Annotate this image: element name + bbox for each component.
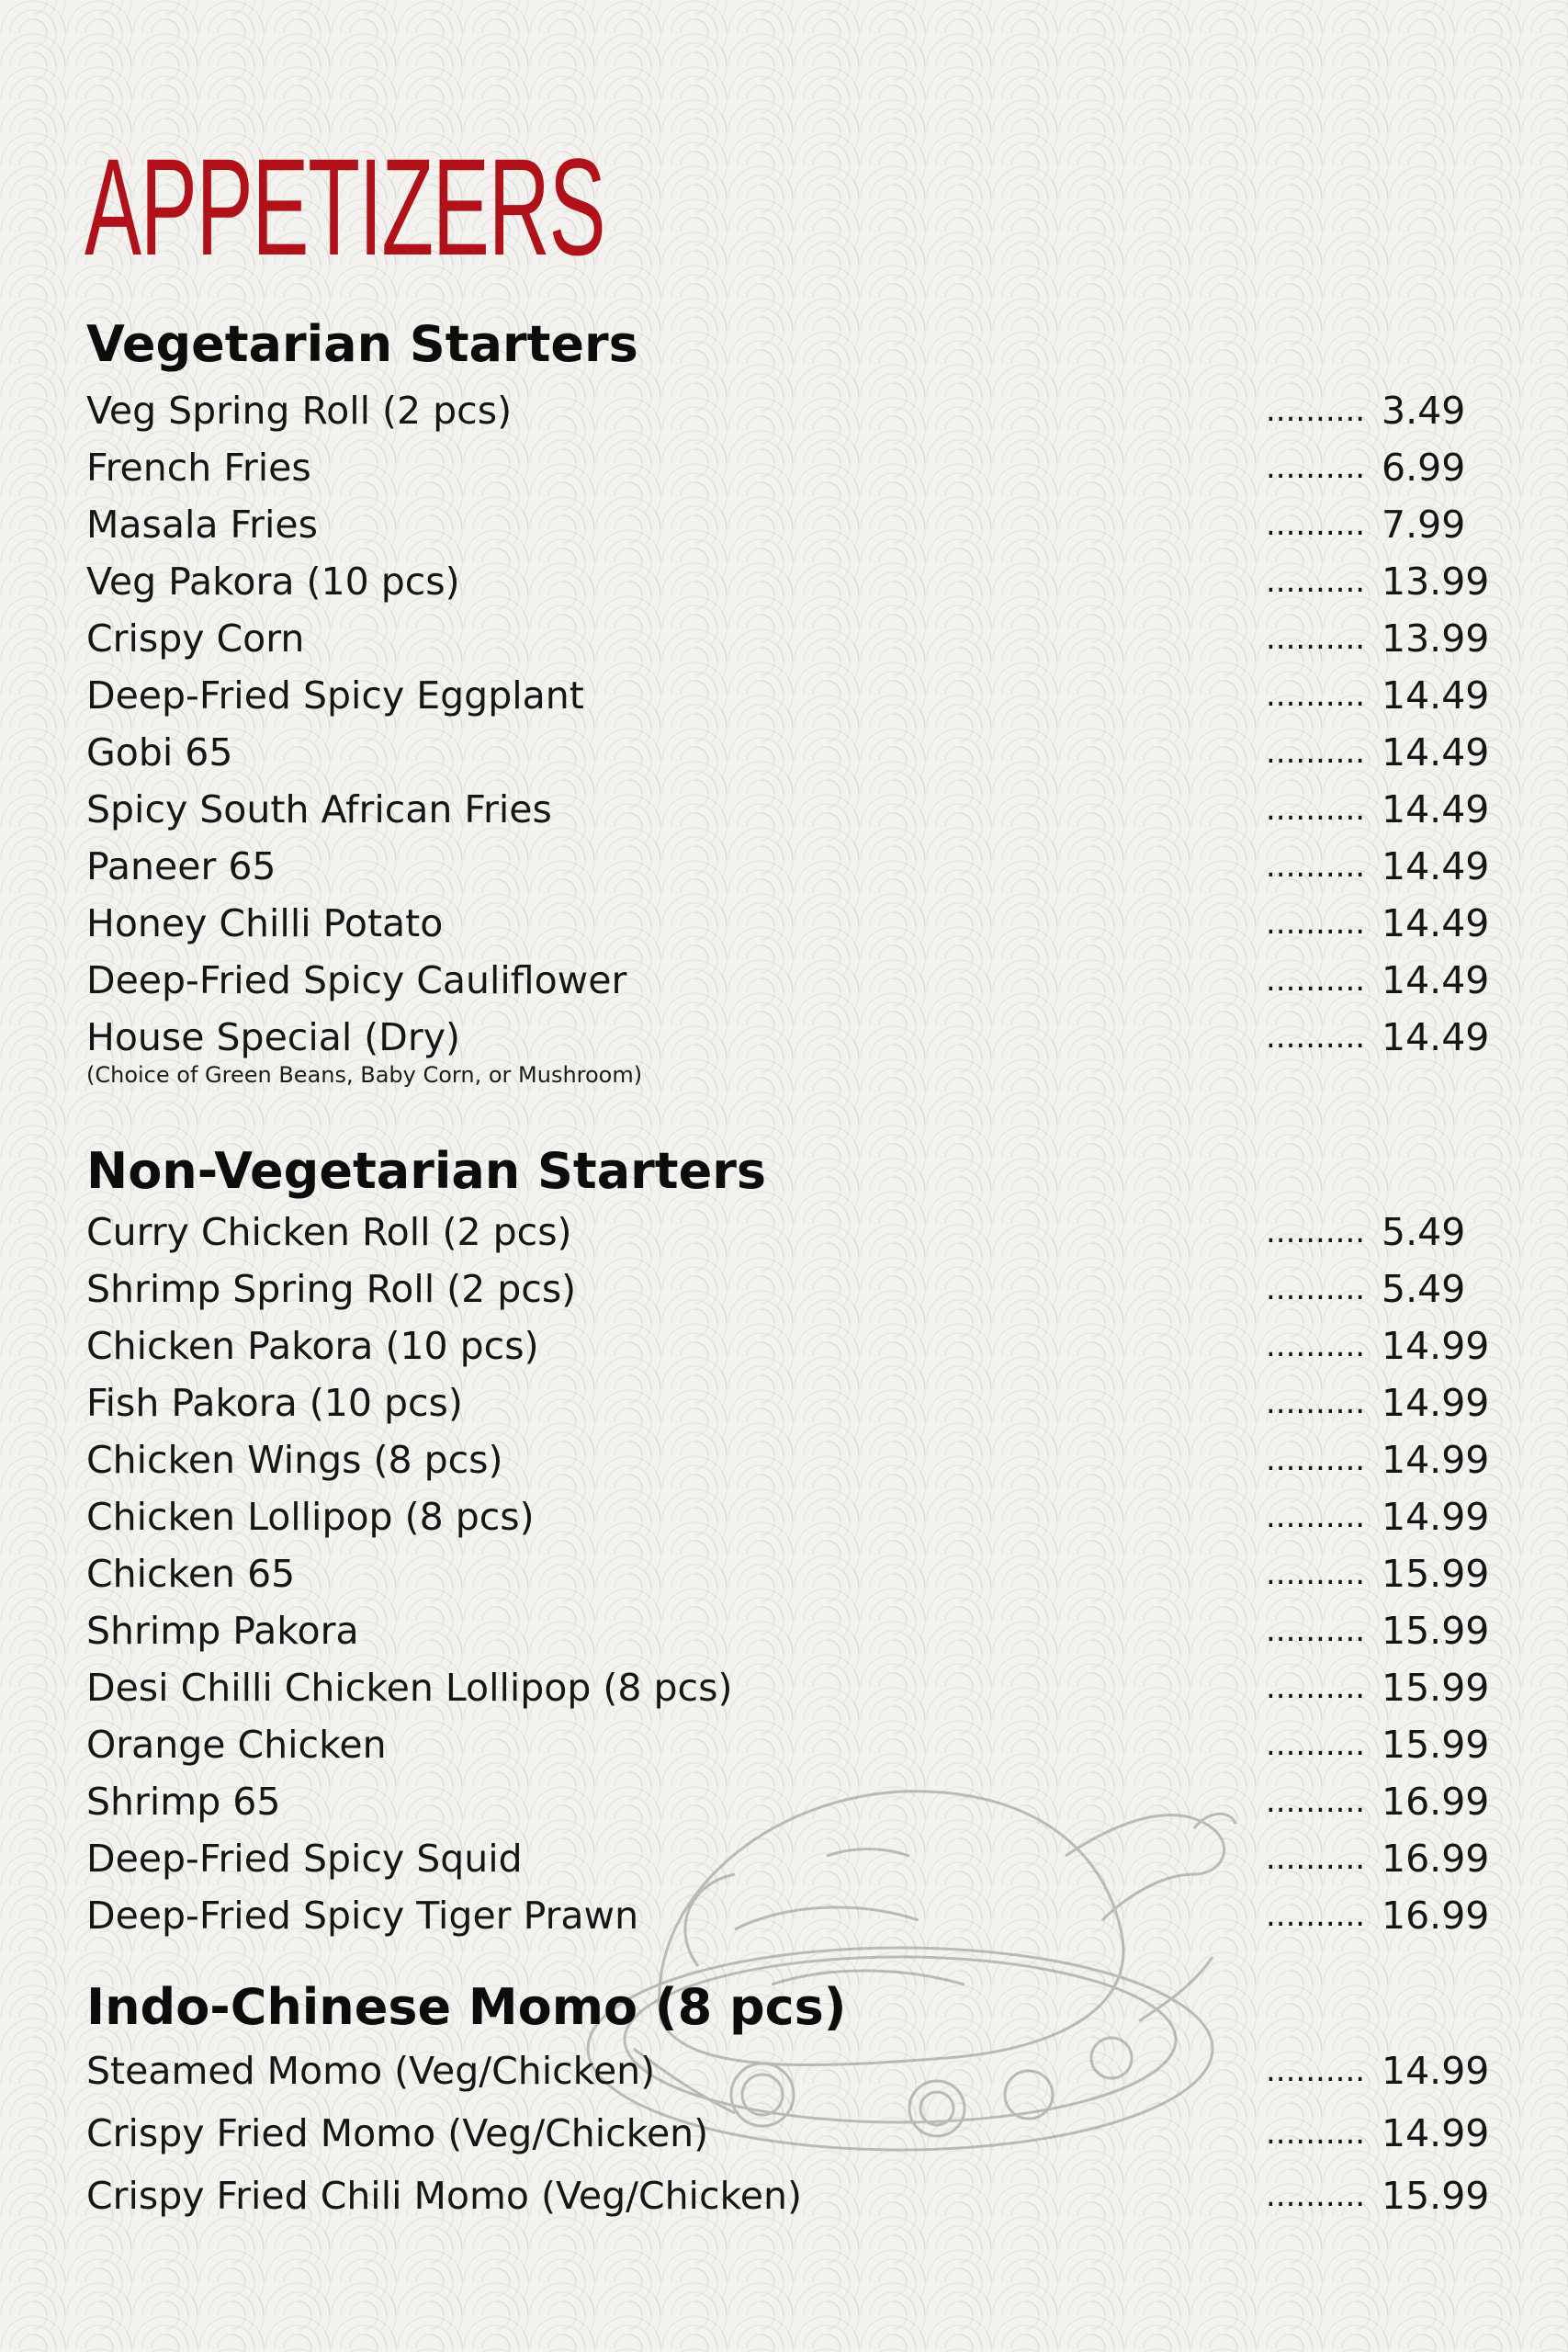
item-name: Veg Pakora (10 pcs) (86, 560, 460, 604)
item-name: Paneer 65 (86, 844, 276, 888)
item-price: 16.99 (1382, 1837, 1490, 1881)
item-price: 14.49 (1382, 673, 1490, 718)
menu-item (86, 1773, 1490, 1830)
item-leader: .......... (1266, 1669, 1366, 1706)
item-leader: .......... (1266, 1726, 1366, 1763)
section-heading: Vegetarian Starters (86, 315, 638, 373)
menu-item (86, 952, 1490, 1009)
item-name: Spicy South African Fries (86, 787, 552, 831)
item-leader: .......... (1266, 734, 1366, 771)
section-non-vegetarian-starters (86, 1139, 1490, 1944)
section-heading: Non-Vegetarian Starters (86, 1142, 767, 1200)
menu-item (86, 610, 1490, 667)
menu-item (86, 1488, 1490, 1545)
item-price: 14.49 (1382, 844, 1490, 888)
menu-item (86, 1317, 1490, 1374)
item-price: 15.99 (1382, 2174, 1490, 2218)
item-price: 15.99 (1382, 1723, 1490, 1767)
menu-item (86, 1545, 1490, 1602)
item-name: French Fries (86, 446, 311, 490)
item-name: Steamed Momo (Veg/Chicken) (86, 2049, 656, 2093)
menu-item (86, 1431, 1490, 1488)
item-note: (Choice of Green Beans, Baby Corn, or Mushroom) (86, 1062, 643, 1088)
item-leader: .......... (1266, 677, 1366, 714)
item-price: 15.99 (1382, 1609, 1490, 1653)
item-leader: .......... (1266, 1019, 1366, 1056)
menu-item (86, 895, 1490, 952)
item-name: Shrimp 65 (86, 1780, 281, 1824)
menu-item (86, 1602, 1490, 1659)
item-name: Chicken Lollipop (8 pcs) (86, 1495, 535, 1539)
item-name: Desi Chilli Chicken Lollipop (8 pcs) (86, 1666, 733, 1710)
item-price: 5.49 (1382, 1210, 1466, 1254)
item-price: 14.99 (1382, 1495, 1490, 1539)
menu-item (86, 1716, 1490, 1773)
item-leader: .......... (1266, 1498, 1366, 1535)
item-leader: .......... (1266, 2115, 1366, 2152)
item-price: 15.99 (1382, 1552, 1490, 1596)
item-price: 15.99 (1382, 1666, 1490, 1710)
item-name: Chicken Wings (8 pcs) (86, 1438, 503, 1482)
item-leader: .......... (1266, 962, 1366, 999)
item-name: Fish Pakora (10 pcs) (86, 1381, 463, 1425)
item-price: 13.99 (1382, 560, 1490, 604)
menu-item (86, 2040, 1490, 2102)
menu-item (86, 724, 1490, 781)
item-leader: .......... (1266, 791, 1366, 828)
item-price: 14.49 (1382, 901, 1490, 945)
item-price: 7.99 (1382, 503, 1466, 547)
item-name: Crispy Fried Momo (Veg/Chicken) (86, 2111, 709, 2155)
item-price: 13.99 (1382, 616, 1490, 661)
item-leader: .......... (1266, 1840, 1366, 1877)
item-leader: .......... (1266, 392, 1366, 429)
item-leader: .......... (1266, 1271, 1366, 1307)
item-name: Deep-Fried Spicy Cauliflower (86, 958, 627, 1002)
item-leader: .......... (1266, 1214, 1366, 1250)
menu-item (86, 1374, 1490, 1431)
item-leader: .......... (1266, 848, 1366, 885)
menu-item (86, 667, 1490, 724)
item-price: 14.49 (1382, 958, 1490, 1002)
menu-item (86, 1261, 1483, 1317)
menu-item (86, 781, 1490, 838)
item-name: Honey Chilli Potato (86, 901, 444, 945)
menu-item (86, 838, 1490, 895)
item-leader: .......... (1266, 1328, 1366, 1364)
item-name: Deep-Fried Spicy Squid (86, 1837, 523, 1881)
item-price: 14.99 (1382, 2049, 1490, 2093)
menu-item (86, 1204, 1483, 1261)
item-leader: .......... (1266, 1385, 1366, 1421)
item-leader: .......... (1266, 563, 1366, 600)
item-name: Veg Spring Roll (2 pcs) (86, 389, 513, 433)
item-name: Crispy Fried Chili Momo (Veg/Chicken) (86, 2174, 802, 2218)
item-price: 14.99 (1382, 2111, 1490, 2155)
item-leader: .......... (1266, 449, 1366, 486)
page-title: APPETIZERS (85, 130, 605, 284)
item-price: 16.99 (1382, 1894, 1490, 1938)
item-price: 6.99 (1382, 446, 1466, 490)
item-price: 14.99 (1382, 1324, 1490, 1368)
section-heading: Indo-Chinese Momo (8 pcs) (86, 1978, 847, 2036)
item-name: Crispy Corn (86, 616, 305, 661)
item-name: Orange Chicken (86, 1723, 387, 1767)
menu-item (86, 1009, 1490, 1066)
item-leader: .......... (1266, 1783, 1366, 1820)
menu-item (86, 496, 1483, 553)
item-price: 14.99 (1382, 1438, 1490, 1482)
item-price: 14.49 (1382, 730, 1490, 775)
item-leader: .......... (1266, 2177, 1366, 2214)
item-leader: .......... (1266, 1442, 1366, 1478)
item-leader: .......... (1266, 2052, 1366, 2089)
item-name: Shrimp Pakora (86, 1609, 359, 1653)
item-price: 3.49 (1382, 389, 1466, 433)
item-leader: .......... (1266, 1612, 1366, 1649)
menu-item (86, 553, 1490, 610)
item-name: Deep-Fried Spicy Tiger Prawn (86, 1894, 639, 1938)
section-vegetarian-starters (86, 312, 1490, 1088)
item-leader: .......... (1266, 1897, 1366, 1934)
item-price: 16.99 (1382, 1780, 1490, 1824)
menu-item (86, 439, 1483, 496)
menu-item (86, 1659, 1490, 1716)
item-leader: .......... (1266, 1555, 1366, 1592)
item-price: 5.49 (1382, 1267, 1466, 1311)
item-name: Deep-Fried Spicy Eggplant (86, 673, 584, 718)
item-leader: .......... (1266, 620, 1366, 657)
item-leader: .......... (1266, 506, 1366, 543)
item-price: 14.49 (1382, 787, 1490, 831)
item-price: 14.99 (1382, 1381, 1490, 1425)
item-name: Chicken 65 (86, 1552, 296, 1596)
item-name: House Special (Dry) (86, 1015, 460, 1059)
menu-item (86, 2165, 1490, 2227)
menu-item (86, 1887, 1490, 1944)
menu-item (86, 2102, 1490, 2165)
item-name: Chicken Pakora (10 pcs) (86, 1324, 539, 1368)
section-indo-chinese-momo (86, 1975, 1490, 2227)
item-name: Curry Chicken Roll (2 pcs) (86, 1210, 572, 1254)
menu-item (86, 382, 1483, 439)
item-leader: .......... (1266, 905, 1366, 942)
item-price: 14.49 (1382, 1015, 1490, 1059)
menu-item (86, 1830, 1490, 1887)
item-name: Gobi 65 (86, 730, 233, 775)
item-name: Shrimp Spring Roll (2 pcs) (86, 1267, 577, 1311)
item-name: Masala Fries (86, 503, 318, 547)
